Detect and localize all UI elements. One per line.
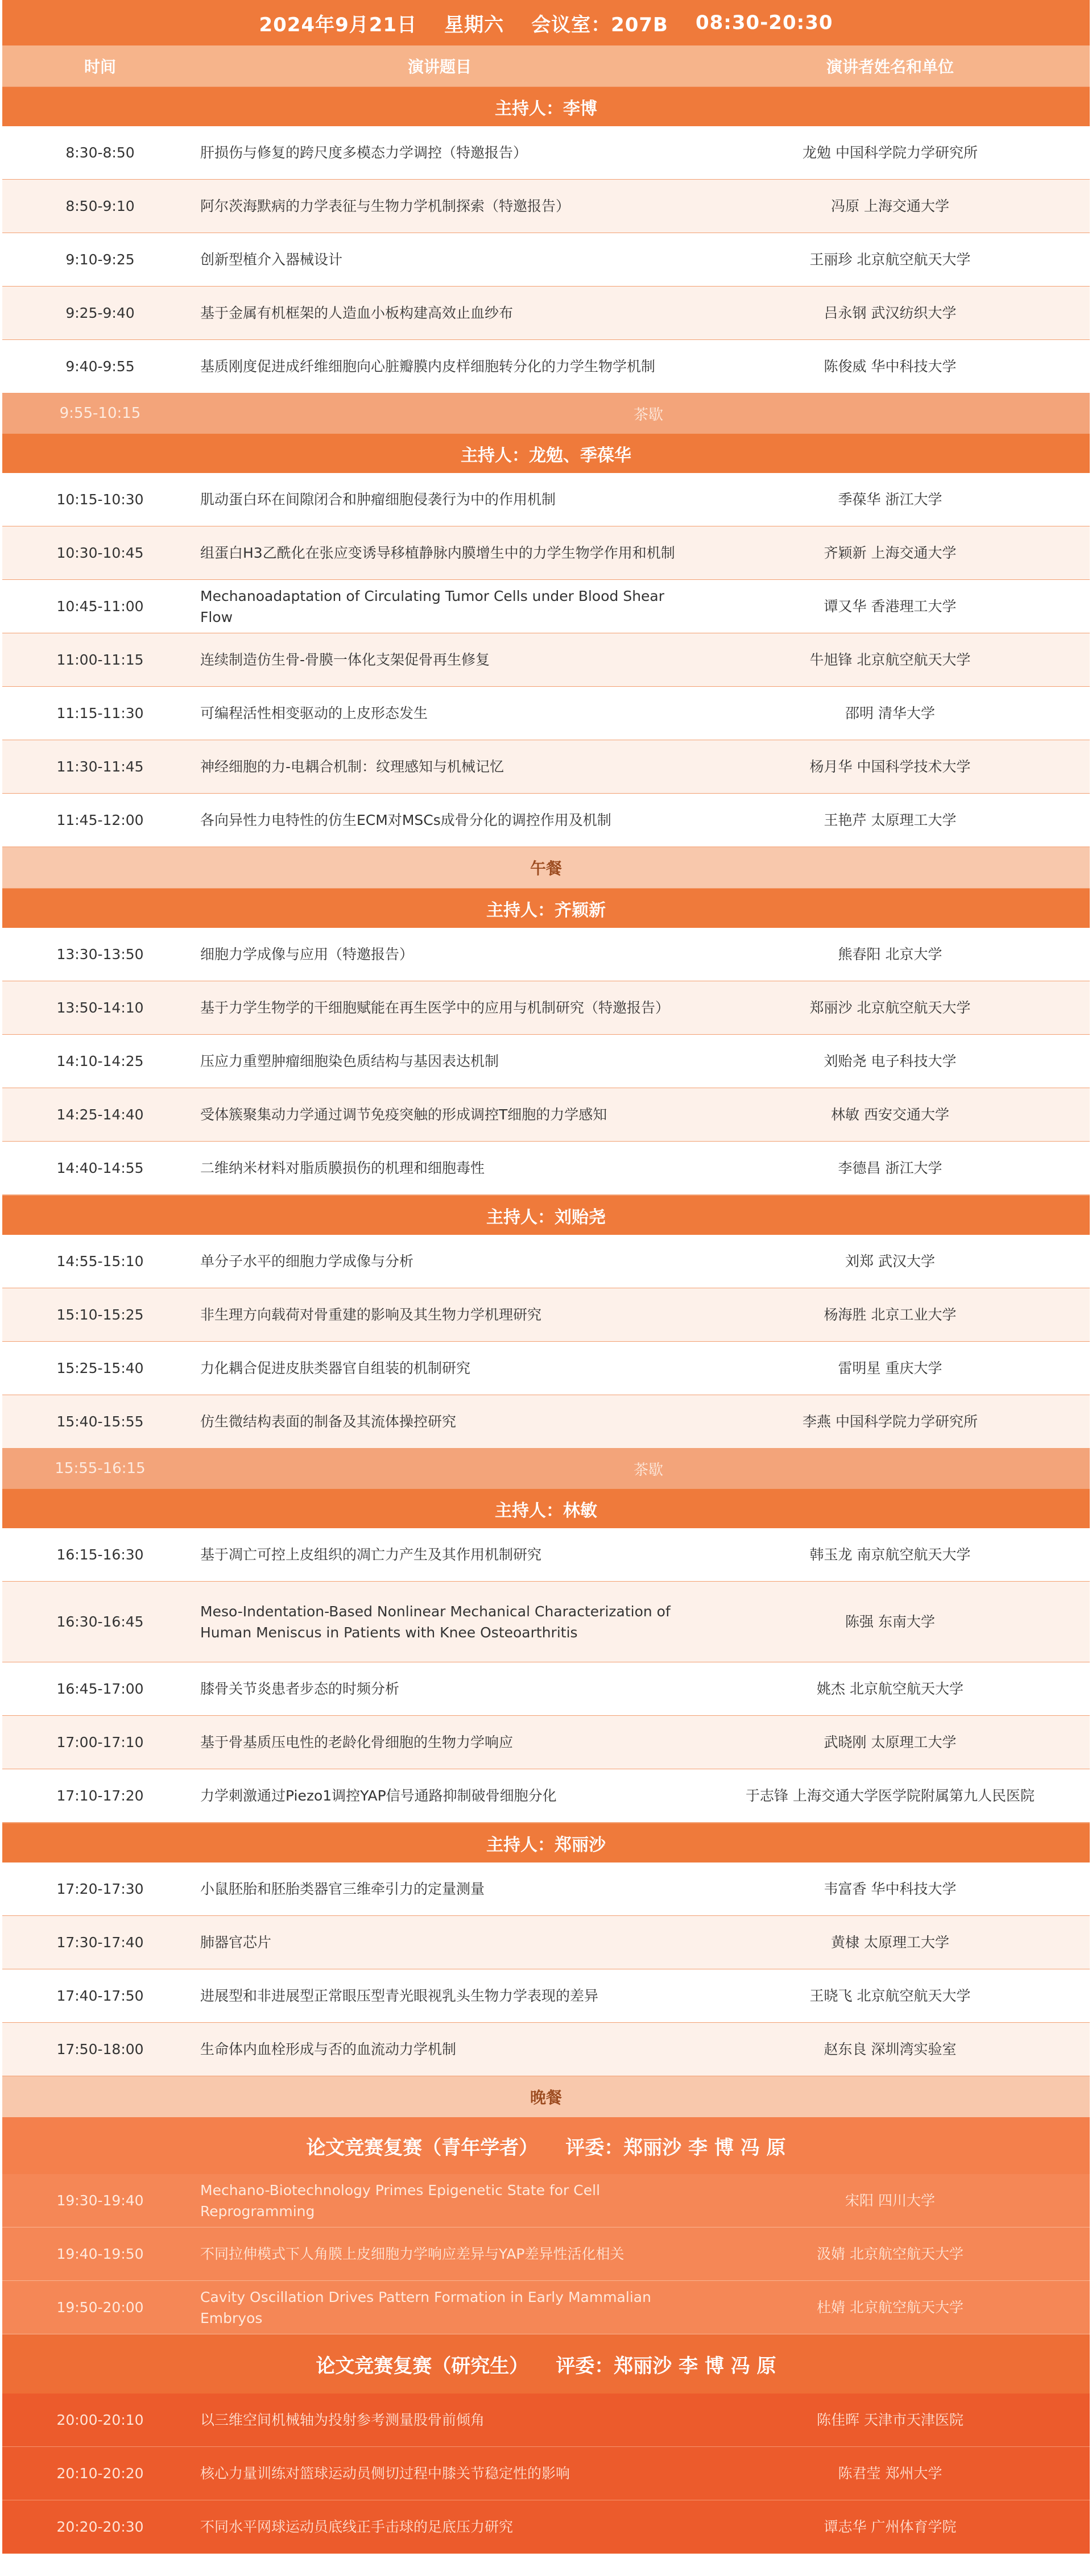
- talk-speaker: 邵明 清华大学: [845, 705, 935, 721]
- session-chair: 主持人：郑丽沙: [2, 1823, 1090, 1862]
- talk-title: 不同水平网球运动员底线正手击球的足底压力研究: [200, 2519, 514, 2535]
- talk-time: 9:10-9:25: [65, 251, 135, 268]
- talk-time: 10:15-10:30: [56, 491, 144, 508]
- schedule-title-bar: [2, 0, 1090, 45]
- talk-speaker: 武晓刚 太原理工大学: [824, 1734, 957, 1750]
- meal-row: 晚餐: [2, 2076, 1090, 2117]
- talk-time: 14:10-14:25: [56, 1053, 144, 1069]
- talk-time: 15:10-15:25: [56, 1306, 144, 1323]
- talk-time: 16:30-16:45: [56, 1613, 144, 1630]
- talk-speaker: 王艳芹 太原理工大学: [824, 812, 957, 828]
- talk-title: 基于金属有机框架的人造血小板构建高效止血纱布: [200, 305, 514, 321]
- talk-title: 连续制造仿生骨-骨膜一体化支架促骨再生修复: [200, 652, 490, 668]
- talk-time: 10:45-11:00: [56, 598, 144, 615]
- talk-speaker: 刘贻尧 电子科技大学: [824, 1053, 957, 1069]
- talk-speaker: 林敏 西安交通大学: [831, 1106, 949, 1123]
- talk-time: 19:30-19:40: [56, 2192, 144, 2209]
- table-row: [2, 1582, 1090, 1662]
- talk-speaker: 龙勉 中国科学院力学研究所: [803, 144, 978, 161]
- session-chair: 主持人：李博: [2, 86, 1090, 126]
- table-row: [2, 580, 1090, 633]
- column-header-speaker: 演讲者姓名和单位: [826, 57, 954, 76]
- talk-title: 基于凋亡可控上皮组织的凋亡力产生及其作用机制研究: [200, 1546, 542, 1563]
- talk-title: 肺器官芯片: [200, 1934, 272, 1951]
- talk-speaker: 郑丽沙 北京航空航天大学: [809, 999, 971, 1016]
- talk-speaker: 陈君莹 郑州大学: [838, 2465, 942, 2482]
- talk-title: 膝骨关节炎患者步态的时频分析: [200, 1681, 400, 1697]
- table-row: [2, 1769, 1090, 1823]
- talk-time: 20:10-20:20: [56, 2465, 144, 2482]
- schedule-body: [2, 86, 1090, 2554]
- talk-time: 8:50-9:10: [65, 198, 135, 214]
- talk-title: 压应力重塑肿瘤细胞染色质结构与基因表达机制: [200, 1053, 499, 1069]
- table-row: [2, 180, 1090, 233]
- table-row: [2, 1716, 1090, 1769]
- talk-time: 16:15-16:30: [56, 1546, 144, 1563]
- tea-break-label: 茶歇: [634, 1461, 664, 1479]
- date: 2024年9月21日: [259, 13, 417, 36]
- talk-title: Cavity Oscillation Drives Pattern Formation in Early Mammalian Embryos: [200, 2288, 651, 2326]
- table-row: [2, 2227, 1090, 2281]
- talk-title: 进展型和非进展型正常眼压型青光眼视乳头生物力学表现的差异: [200, 1988, 599, 2004]
- table-row: [2, 1662, 1090, 1716]
- talk-time: 17:30-17:40: [56, 1934, 144, 1951]
- table-row: [2, 1916, 1090, 1969]
- table-row: [2, 2281, 1090, 2334]
- table-row: [2, 633, 1090, 687]
- talk-title: Mechano-Biotechnology Primes Epigenetic State for Cell Reprogramming: [200, 2181, 601, 2220]
- talk-title: 创新型植介入器械设计: [200, 251, 343, 268]
- table-row: [2, 473, 1090, 526]
- talk-time: 10:30-10:45: [56, 545, 144, 561]
- room: 会议室：207B: [531, 13, 668, 36]
- talk-title: 核心力量训练对篮球运动员侧切过程中膝关节稳定性的影响: [200, 2465, 570, 2482]
- talk-speaker: 冯原 上海交通大学: [831, 198, 949, 214]
- talk-title: Meso-Indentation-Based Nonlinear Mechanical Characterization of Human Meniscus in Patients with Knee Osteoarthritis: [200, 1603, 671, 1641]
- talk-title: 生命体内血栓形成与否的血流动力学机制: [200, 2041, 457, 2058]
- talk-speaker: 杨海胜 北京工业大学: [824, 1306, 957, 1323]
- table-row: [2, 1088, 1090, 1142]
- table-row: [2, 1395, 1090, 1449]
- talk-time: 14:25-14:40: [56, 1106, 144, 1123]
- column-header-title: 演讲题目: [407, 57, 471, 76]
- talk-title: 肌动蛋白环在间隙闭合和肿瘤细胞侵袭行为中的作用机制: [200, 491, 556, 508]
- table-row: [2, 340, 1090, 393]
- talk-speaker: 李德昌 浙江大学: [838, 1160, 942, 1176]
- talk-speaker: 牛旭锋 北京航空航天大学: [809, 652, 971, 668]
- tea-break-time: 15:55-16:15: [55, 1460, 146, 1477]
- talk-title: 受体簇聚集动力学通过调节免疫突触的形成调控T细胞的力学感知: [200, 1106, 607, 1123]
- talk-time: 20:20-20:30: [56, 2519, 144, 2535]
- table-row: [2, 2394, 1090, 2447]
- talk-time: 17:50-18:00: [56, 2041, 144, 2058]
- competition-student-heading: 论文竞赛复赛（研究生）: [316, 2354, 529, 2378]
- table-row: [2, 2174, 1090, 2227]
- table-row: [2, 687, 1090, 740]
- table-row: [2, 740, 1090, 794]
- talk-time: 19:40-19:50: [56, 2246, 144, 2262]
- talk-time: 17:00-17:10: [56, 1734, 144, 1750]
- table-row: [2, 526, 1090, 580]
- tea-break-row: [2, 393, 1090, 433]
- talk-speaker: 陈佳晖 天津市天津医院: [817, 2412, 963, 2428]
- talk-title: 基于力学生物学的干细胞赋能在再生医学中的应用与机制研究（特邀报告）: [200, 999, 670, 1016]
- hours: 08:30-20:30: [695, 11, 833, 34]
- talk-title: 阿尔茨海默病的力学表征与生物力学机制探索（特邀报告）: [200, 198, 570, 214]
- talk-title: 二维纳米材料对脂质膜损伤的机理和细胞毒性: [200, 1160, 485, 1176]
- talk-title: 单分子水平的细胞力学成像与分析: [200, 1253, 414, 1270]
- talk-speaker: 谭志华 广州体育学院: [824, 2519, 957, 2535]
- table-row: [2, 1528, 1090, 1582]
- session-chair: 主持人：齐颖新: [2, 888, 1090, 928]
- talk-time: 20:00-20:10: [56, 2412, 144, 2428]
- talk-time: 15:25-15:40: [56, 1360, 144, 1376]
- talk-speaker: 杜婧 北京航空航天大学: [817, 2299, 963, 2316]
- session-chair: 主持人：龙勉、季葆华: [2, 433, 1090, 473]
- table-row: [2, 233, 1090, 287]
- session-chair: 主持人：林敏: [2, 1488, 1090, 1528]
- competition-student-judges: 评委：郑丽沙 李 博 冯 原: [556, 2354, 776, 2378]
- talk-speaker: 刘郑 武汉大学: [845, 1253, 935, 1270]
- talk-time: 13:30-13:50: [56, 946, 144, 963]
- table-row: [2, 794, 1090, 847]
- competition-youth-heading-row: [2, 2117, 1090, 2174]
- column-header-row: [2, 45, 1090, 86]
- talk-title: 基质刚度促进成纤维细胞向心脏瓣膜内皮样细胞转分化的力学生物学机制: [200, 358, 656, 375]
- talk-title: 神经细胞的力-电耦合机制：纹理感知与机械记忆: [200, 758, 504, 775]
- talk-time: 11:15-11:30: [56, 705, 144, 721]
- talk-speaker: 韦富香 华中科技大学: [824, 1881, 957, 1897]
- talk-title: 细胞力学成像与应用（特邀报告）: [200, 946, 414, 963]
- talk-speaker: 黄棣 太原理工大学: [831, 1934, 949, 1951]
- talk-time: 8:30-8:50: [65, 144, 135, 161]
- talk-time: 14:40-14:55: [56, 1160, 144, 1176]
- table-row: [2, 1862, 1090, 1916]
- table-row: [2, 1142, 1090, 1195]
- meal-row: 午餐: [2, 847, 1090, 888]
- talk-time: 17:20-17:30: [56, 1881, 144, 1897]
- talk-speaker: 汲婧 北京航空航天大学: [817, 2246, 963, 2262]
- talk-speaker: 季葆华 浙江大学: [838, 491, 942, 508]
- competition-youth-heading: 论文竞赛复赛（青年学者）: [306, 2136, 539, 2159]
- table-row: [2, 1342, 1090, 1395]
- talk-title: 非生理方向载荷对骨重建的影响及其生物力学机理研究: [200, 1306, 542, 1323]
- talk-speaker: 王丽珍 北京航空航天大学: [809, 251, 971, 268]
- talk-time: 19:50-20:00: [56, 2299, 144, 2316]
- talk-title: 各向异性力电特性的仿生ECM对MSCs成骨分化的调控作用及机制: [200, 812, 611, 828]
- talk-title: 组蛋白H3乙酰化在张应变诱导移植静脉内膜增生中的力学生物学作用和机制: [200, 545, 675, 561]
- talk-title: 不同拉伸模式下人角膜上皮细胞力学响应差异与YAP差异性活化相关: [200, 2246, 624, 2262]
- talk-title: 可编程活性相变驱动的上皮形态发生: [200, 705, 428, 721]
- talk-speaker: 雷明星 重庆大学: [838, 1360, 942, 1376]
- session-chair: 主持人：刘贻尧: [2, 1195, 1090, 1235]
- talk-speaker: 吕永钢 武汉纺织大学: [824, 305, 957, 321]
- talk-title: 以三维空间机械轴为投射参考测量股骨前倾角: [200, 2412, 485, 2428]
- tea-break-row: [2, 1449, 1090, 1488]
- talk-title: 仿生微结构表面的制备及其流体操控研究: [200, 1413, 457, 1430]
- talk-speaker: 齐颖新 上海交通大学: [824, 545, 957, 561]
- table-row: [2, 2447, 1090, 2500]
- talk-title: 小鼠胚胎和胚胎类器官三维牵引力的定量测量: [200, 1881, 485, 1897]
- talk-title: Mechanoadaptation of Circulating Tumor Cells under Blood Shear Flow: [200, 587, 665, 625]
- talk-speaker: 韩玉龙 南京航空航天大学: [809, 1546, 971, 1563]
- talk-time: 17:10-17:20: [56, 1787, 144, 1804]
- talk-time: 9:40-9:55: [65, 358, 135, 375]
- talk-speaker: 宋阳 四川大学: [845, 2192, 935, 2209]
- tea-break-time: 9:55-10:15: [59, 405, 141, 422]
- talk-speaker: 李燕 中国科学院力学研究所: [803, 1413, 978, 1430]
- talk-time: 11:00-11:15: [56, 652, 144, 668]
- talk-speaker: 杨月华 中国科学技术大学: [809, 758, 971, 775]
- talk-time: 16:45-17:00: [56, 1681, 144, 1697]
- talk-title: 肝损伤与修复的跨尺度多模态力学调控（特邀报告）: [200, 144, 528, 161]
- table-row: [2, 1969, 1090, 2023]
- talk-speaker: 谭又华 香港理工大学: [824, 598, 957, 615]
- table-row: [2, 2023, 1090, 2076]
- talk-speaker: 陈俊威 华中科技大学: [824, 358, 957, 375]
- table-row: [2, 928, 1090, 981]
- talk-time: 9:25-9:40: [65, 305, 135, 321]
- talk-title: 力学刺激通过Piezo1调控YAP信号通路抑制破骨细胞分化: [200, 1787, 557, 1804]
- table-row: [2, 1288, 1090, 1342]
- talk-time: 15:40-15:55: [56, 1413, 144, 1430]
- table-row: [2, 287, 1090, 340]
- talk-time: 11:45-12:00: [56, 812, 144, 828]
- talk-time: 17:40-17:50: [56, 1988, 144, 2004]
- weekday: 星期六: [444, 13, 504, 36]
- competition-youth-judges: 评委：郑丽沙 李 博 冯 原: [565, 2136, 786, 2159]
- talk-title: 基于骨基质压电性的老龄化骨细胞的生物力学响应: [200, 1734, 514, 1750]
- table-row: [2, 981, 1090, 1035]
- talk-speaker: 于志锋 上海交通大学医学院附属第九人民医院: [746, 1787, 1035, 1804]
- table-row: [2, 1035, 1090, 1088]
- talk-speaker: 熊春阳 北京大学: [838, 946, 942, 963]
- competition-student-heading-row: [2, 2334, 1090, 2394]
- talk-time: 11:30-11:45: [56, 758, 144, 775]
- talk-time: 13:50-14:10: [56, 999, 144, 1016]
- talk-speaker: 王晓飞 北京航空航天大学: [809, 1988, 971, 2004]
- talk-speaker: 赵东良 深圳湾实验室: [824, 2041, 957, 2058]
- column-header-time: 时间: [84, 57, 116, 76]
- talk-title: 力化耦合促进皮肤类器官自组装的机制研究: [200, 1360, 471, 1376]
- tea-break-label: 茶歇: [634, 406, 664, 424]
- talk-speaker: 姚杰 北京航空航天大学: [817, 1681, 963, 1697]
- table-row: [2, 126, 1090, 180]
- table-row: [2, 2500, 1090, 2554]
- table-row: [2, 1235, 1090, 1288]
- talk-time: 14:55-15:10: [56, 1253, 144, 1270]
- talk-speaker: 陈强 东南大学: [845, 1613, 935, 1630]
